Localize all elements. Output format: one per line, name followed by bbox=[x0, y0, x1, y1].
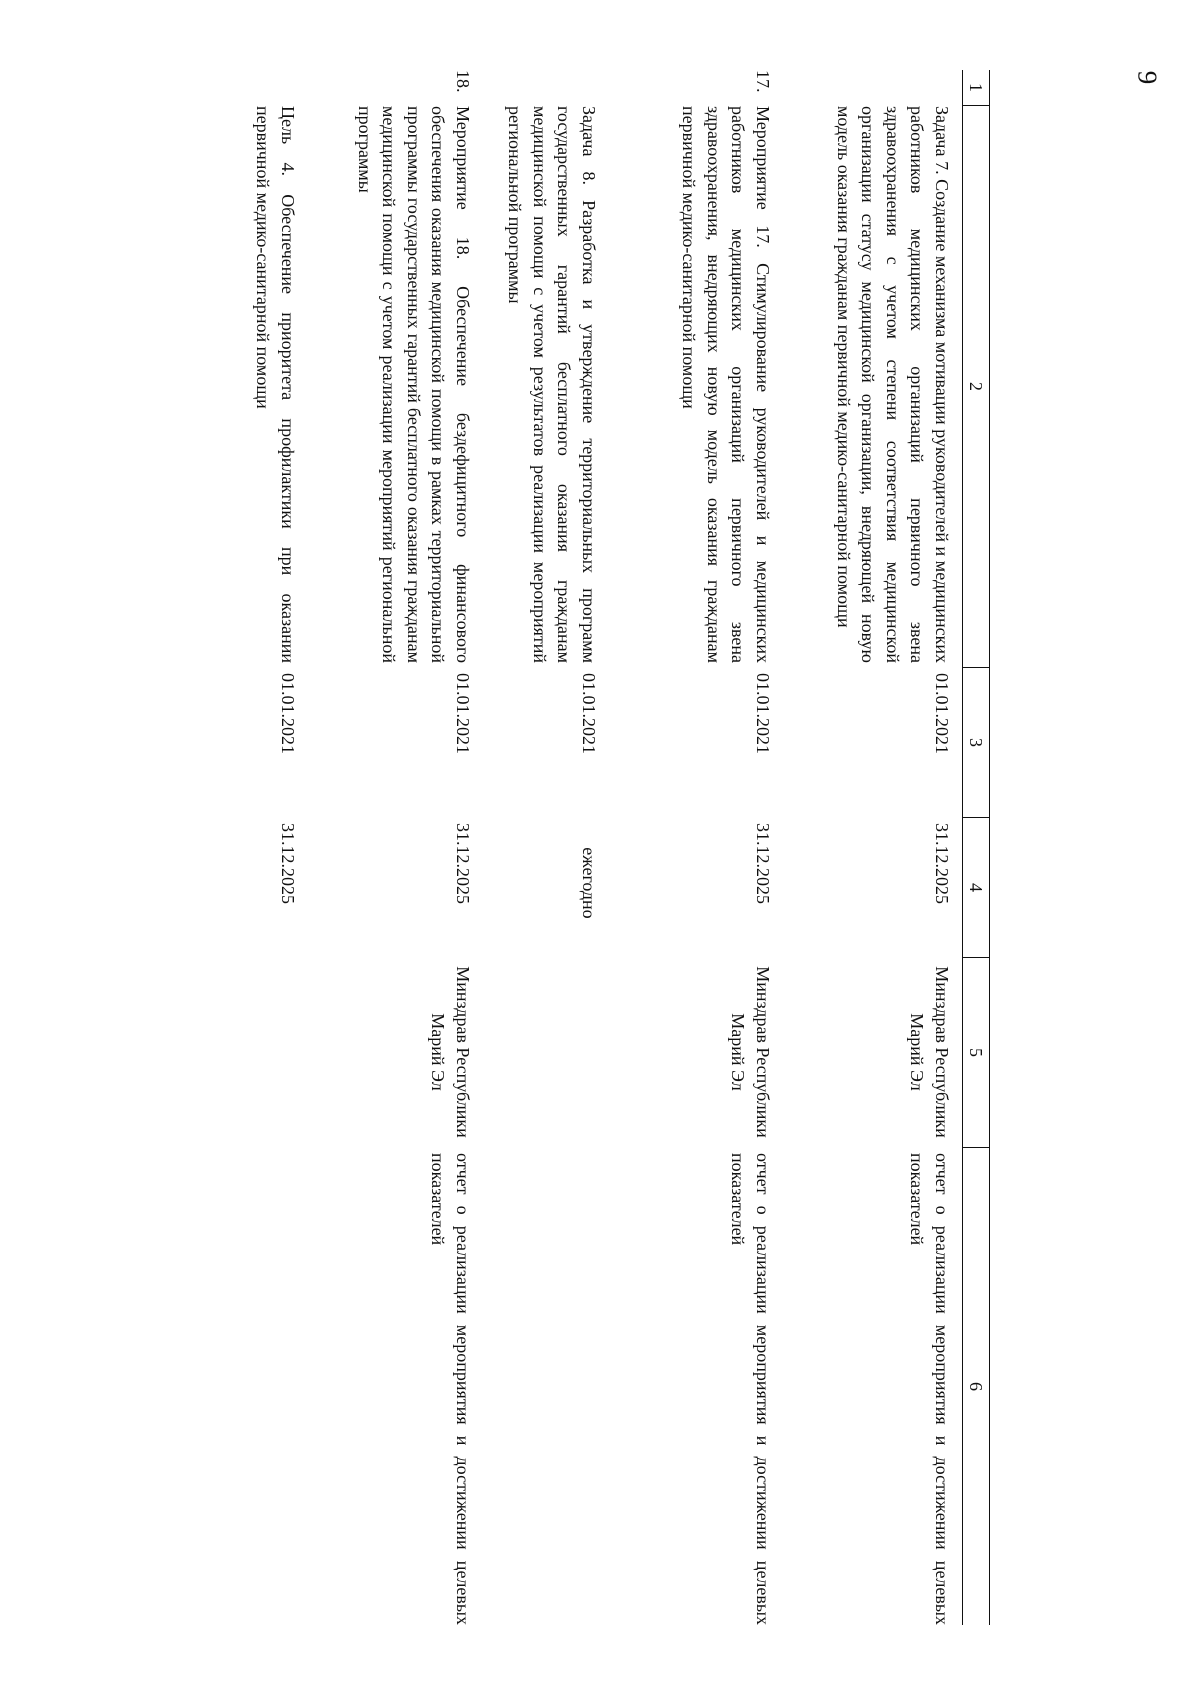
row-end-date: ежегодно bbox=[579, 847, 599, 919]
row-start-date: 01.01.2021 bbox=[579, 673, 599, 754]
rotated-table-sheet bbox=[200, 70, 990, 1625]
row-start-date: 01.01.2021 bbox=[453, 673, 473, 754]
column-header-3: 3 bbox=[963, 668, 989, 818]
row-end-date: 31.12.2025 bbox=[278, 823, 298, 904]
column-header-4: 4 bbox=[963, 818, 989, 958]
column-header-6: 6 bbox=[966, 1382, 986, 1391]
row-text: Мероприятие 17. Стимулирование руководителей и медицинских работников медицинских организаций первичного звена здравоохранения, внедряющих новую модель оказания гражданам первичной медико-санитарной помощи bbox=[679, 106, 773, 663]
column-header-1: 1 bbox=[963, 70, 989, 106]
row-responsible: Минздрав Республики Марий Эл bbox=[428, 966, 473, 1138]
row-text: Задача 8. Разработка и утверждение территориальных программ государственных гарантий бесплатного оказания гражданам медицинской помощи с учетом результатов реализации мероприятий региональной программы bbox=[505, 106, 599, 663]
row-result: отчет о реализации мероприятия и достижении целевых показателей bbox=[428, 1153, 473, 1625]
row-result: отчет о реализации мероприятия и достижении целевых показателей bbox=[728, 1153, 773, 1625]
row-number: 18. bbox=[453, 70, 473, 93]
row-responsible: Минздрав Республики Марий Эл bbox=[728, 966, 773, 1138]
row-result: отчет о реализации мероприятия и достижении целевых показателей bbox=[907, 1153, 952, 1625]
row-start-date: 01.01.2021 bbox=[753, 673, 773, 754]
row-text: Задача 7. Создание механизма мотивации руководителей и медицинских работников медицинских организаций первичного звена здравоохранения с учетом степени соответствия медицинской организации статусу медицинской организации, внедряющей новую модель оказания гражданам первичной медико-санитарной помощи bbox=[834, 106, 952, 663]
row-text: Мероприятие 18. Обеспечение бездефицитного финансового обеспечения оказания медицинской помощи в рамках территориальной программы государственных гарантий бесплатного оказания гражданам медицинской помощи с учетом реализации мероприятий региональной программы bbox=[355, 106, 473, 663]
row-end-date: 31.12.2025 bbox=[453, 823, 473, 904]
row-end-date: 31.12.2025 bbox=[753, 823, 773, 904]
row-start-date: 01.01.2021 bbox=[278, 673, 298, 754]
page-number: 9 bbox=[1132, 70, 1163, 85]
column-header-2: 2 bbox=[963, 106, 989, 668]
row-responsible: Минздрав Республики Марий Эл bbox=[907, 966, 952, 1138]
row-text: Цель 4. Обеспечение приоритета профилактики при оказании первичной медико-санитарной помощи bbox=[253, 106, 298, 663]
row-number: 17. bbox=[753, 70, 773, 93]
column-header-5: 5 bbox=[963, 958, 989, 1148]
table-header bbox=[962, 70, 990, 1625]
row-start-date: 01.01.2021 bbox=[932, 673, 952, 754]
row-end-date: 31.12.2025 bbox=[932, 823, 952, 904]
